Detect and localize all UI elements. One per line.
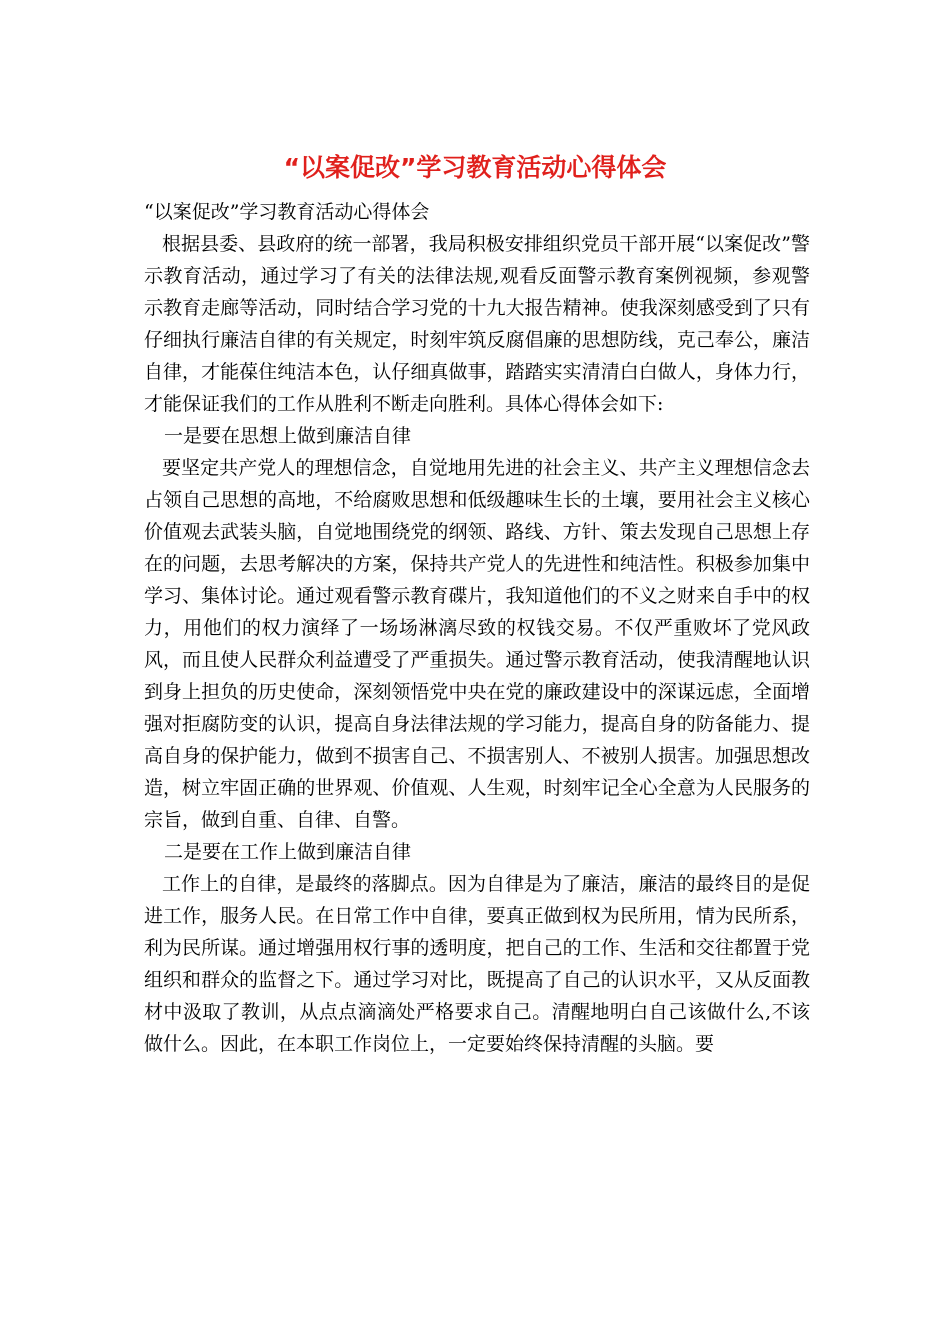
document-body bbox=[144, 196, 810, 1060]
document-subtitle: “以案促改”学习教育活动心得体会 bbox=[144, 201, 430, 223]
paragraph-intro: 根据县委、县政府的统一部署，我局积极安排组织党员干部开展“以案促改”警示教育活动，通过学习了有关的法律法规,观看反面警示教育案例视频，参观警示教育走廊等活动，同时结合学习党的十九大报告精神。使我深刻感受到了只有仔细执行廉洁自律的有关规定，时刻牢筑反腐倡廉的思想防线，克己奉公，廉洁自律，才能葆住纯洁本色，认仔细真做事，踏踏实实清清白白做人，身体力行，才能保证我们的工作从胜利不断走向胜利。具体心得体会如下: bbox=[144, 233, 810, 415]
section-heading-2: 二是要在工作上做到廉洁自律 bbox=[164, 841, 412, 863]
section-heading-1: 一是要在思想上做到廉洁自律 bbox=[164, 425, 412, 447]
paragraph-section-1: 要坚定共产党人的理想信念，自觉地用先进的社会主义、共产主义理想信念去占领自己思想的高地，不给腐败思想和低级趣味生长的土壤，要用社会主义核心价值观去武装头脑，自觉地围绕党的纲领、路线、方针、策去发现自己思想上存在的问题，去思考解决的方案，保持共产党人的先进性和纯洁性。积极参加集中学习、集体讨论。通过观看警示教育碟片，我知道他们的不义之财来自手中的权力，用他们的权力演绎了一场场淋漓尽致的权钱交易。不仅严重败坏了党风政风，而且使人民群众利益遭受了严重损失。通过警示教育活动，使我清醒地认识到身上担负的历史使命，深刻领悟党中央在党的廉政建设中的深谋远虑，全面增强对拒腐防变的认识，提高自身法律法规的学习能力，提高自身的防备能力、提高自身的保护能力，做到不损害自己、不损害别人、不被别人损害。加强思想改造，树立牢固正确的世界观、价值观、人生观，时刻牢记全心全意为人民服务的宗旨，做到自重、自律、自警。 bbox=[144, 457, 810, 831]
paragraph-section-2: 工作上的自律，是最终的落脚点。因为自律是为了廉洁，廉洁的最终目的是促进工作，服务人民。在日常工作中自律，要真正做到权为民所用，情为民所系，利为民所谋。通过增强用权行事的透明度，把自己的工作、生活和交往都置于党组织和群众的监督之下。通过学习对比，既提高了自己的认识水平，又从反面教材中汲取了教训，从点点滴滴处严格要求自己。清醒地明白自己该做什么,不该做什么。因此，在本职工作岗位上，一定要始终保持清醒的头脑。要 bbox=[144, 873, 810, 1055]
document-title: “以案促改”学习教育活动心得体会 bbox=[283, 153, 667, 182]
